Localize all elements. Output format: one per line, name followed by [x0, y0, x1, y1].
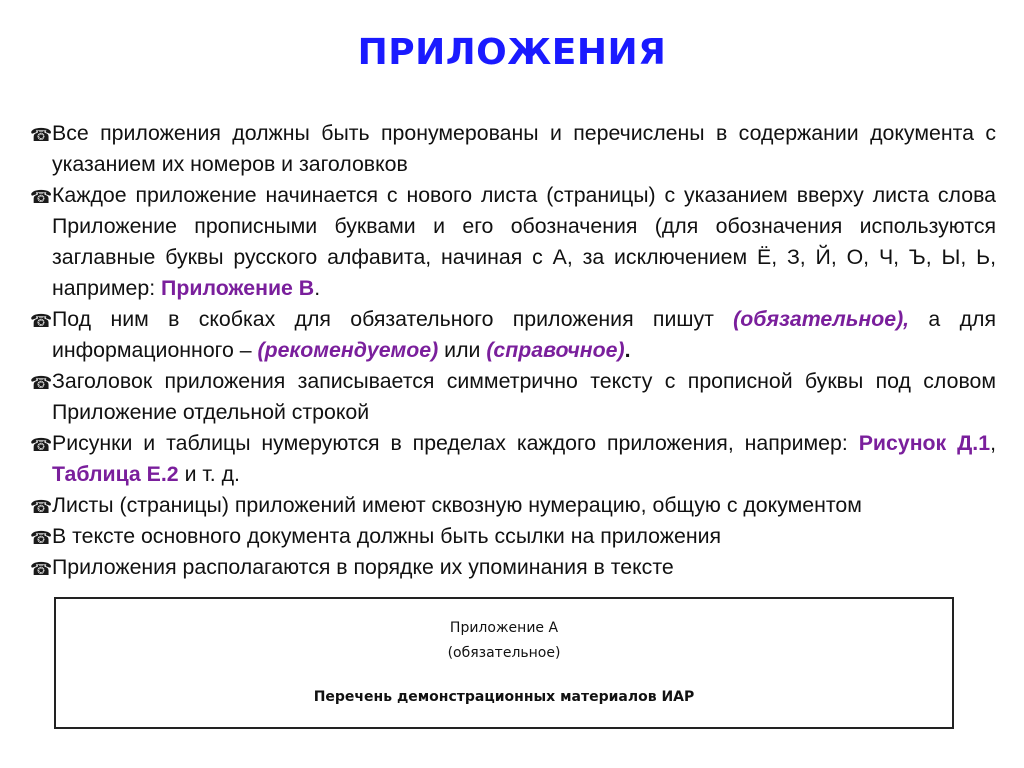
list-item	[30, 490, 996, 521]
telephone-icon: ☎	[30, 497, 53, 517]
page-title: ПРИЛОЖЕНИЯ	[357, 32, 667, 73]
list-item	[30, 552, 996, 583]
bullet-text: Приложения располагаются в порядке их упоминания в тексте	[52, 555, 674, 579]
telephone-icon: ☎	[30, 125, 53, 145]
list-item	[30, 304, 996, 366]
bullet-text: Под ним в скобках для обязательного приложения пишут	[52, 307, 734, 331]
list-item	[30, 521, 996, 552]
bullet-text: или	[438, 338, 487, 362]
bullet-text: .	[624, 338, 631, 362]
telephone-icon: ☎	[30, 187, 53, 207]
list-item	[30, 180, 996, 304]
highlight-example: (справочное)	[486, 338, 625, 362]
highlight-example: (рекомендуемое)	[257, 338, 439, 362]
bullet-text: и т. д.	[178, 462, 240, 486]
example-caption: Перечень демонстрационных материалов ИАР	[313, 689, 695, 705]
telephone-icon: ☎	[30, 435, 53, 455]
list-item	[30, 366, 996, 428]
bullet-text: Каждое приложение начинается с нового листа (страницы) с указанием вверху листа слова Приложение прописными буквами и его обозначения (для обозначения используются заглавные буквы русского алфавита, начиная с А, за исключением Ё, З, Й, О, Ч, Ъ, Ы, Ь, например:	[52, 183, 996, 300]
telephone-icon: ☎	[30, 528, 53, 548]
example-status: (обязательное)	[447, 645, 561, 661]
bullet-text: Все приложения должны быть пронумерованы и перечислены в содержании документа с указанием их номеров и заголовков	[52, 121, 996, 176]
highlight-example: Рисунок Д.1	[858, 431, 991, 455]
bullet-text: Заголовок приложения записывается симметрично тексту с прописной буквы под словом Приложение отдельной строкой	[52, 369, 996, 424]
telephone-icon: ☎	[30, 373, 53, 393]
bullet-text: В тексте основного документа должны быть ссылки на приложения	[52, 524, 722, 548]
list-item	[30, 428, 996, 490]
bullet-list	[30, 118, 996, 583]
bullet-text: Листы (страницы) приложений имеют сквозную нумерацию, общую с документом	[52, 493, 862, 517]
bullet-text: .	[314, 276, 321, 300]
bullet-text: ,	[990, 431, 996, 455]
telephone-icon: ☎	[30, 311, 53, 331]
highlight-example: Приложение В	[161, 276, 315, 300]
appendix-example-box	[54, 597, 954, 729]
list-item	[30, 118, 996, 180]
telephone-icon: ☎	[30, 559, 53, 579]
example-heading: Приложение А	[449, 620, 559, 636]
highlight-example: Таблица Е.2	[52, 462, 179, 486]
bullet-text: а для информационного –	[52, 307, 996, 362]
highlight-example: (обязательное),	[733, 307, 910, 331]
bullet-text: Рисунки и таблицы нумеруются в пределах каждого приложения, например:	[52, 431, 859, 455]
